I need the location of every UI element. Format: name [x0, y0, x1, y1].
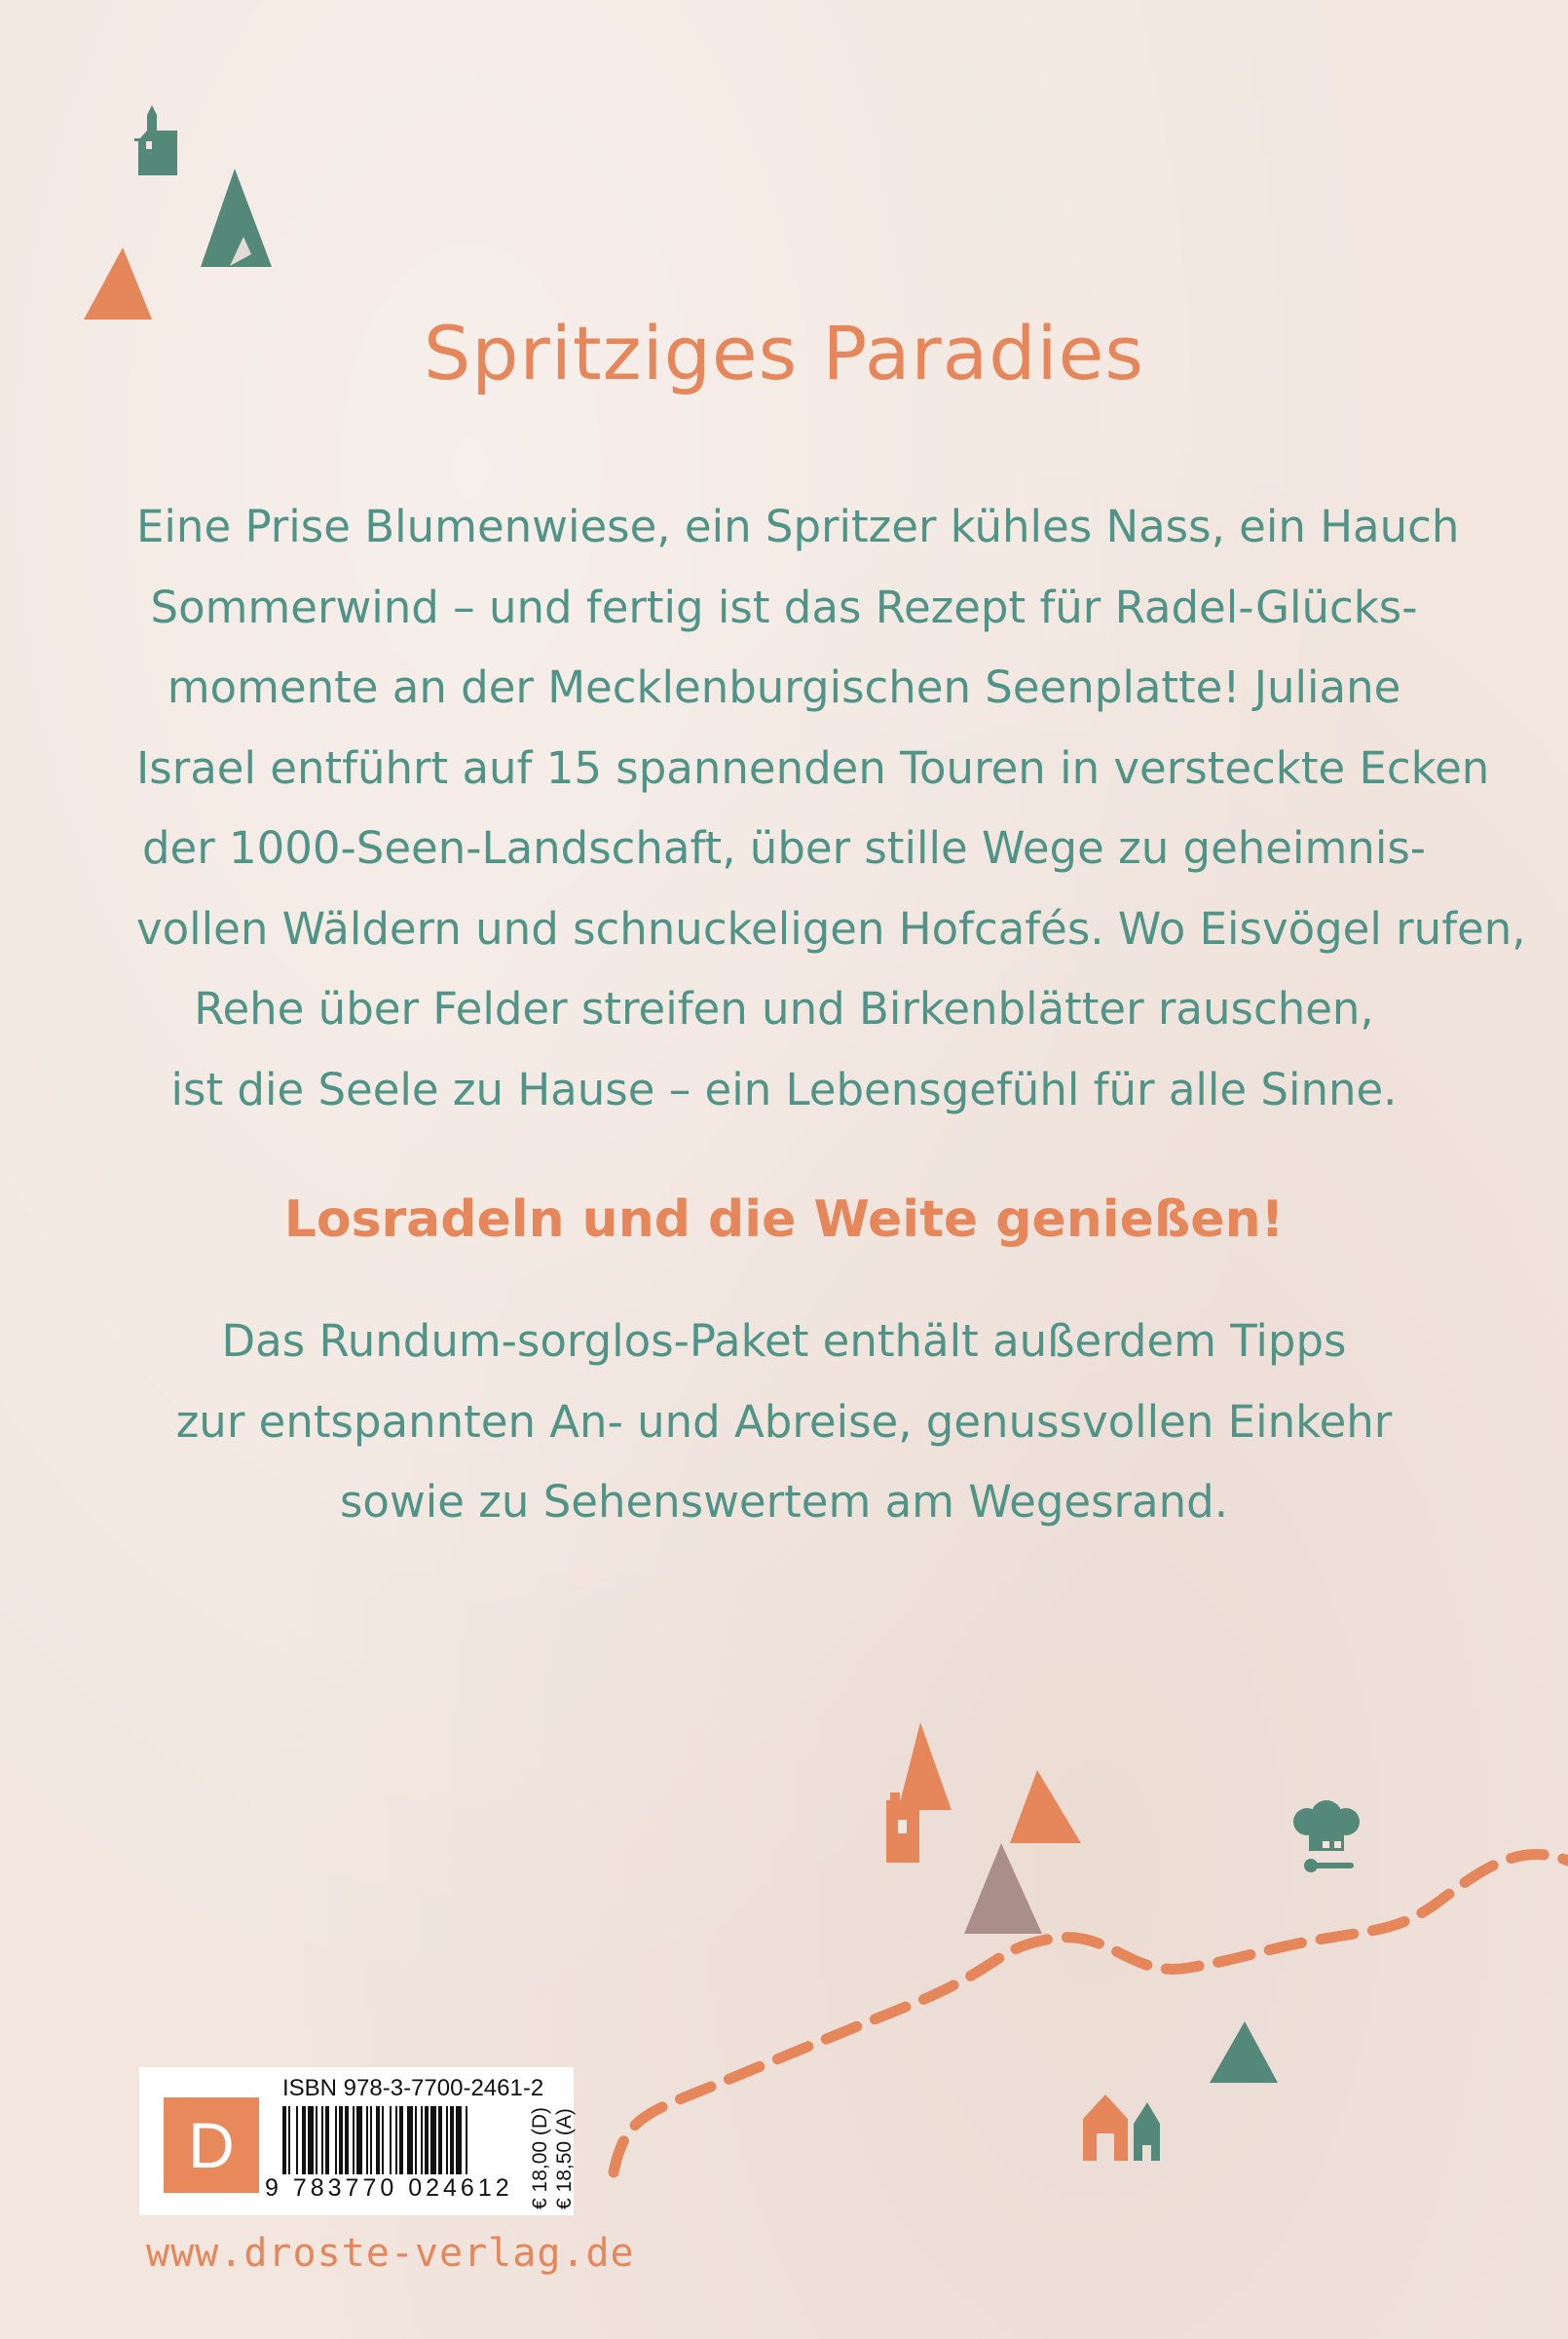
route-map-illustration — [584, 1695, 1568, 2182]
intro-line: Sommerwind – und fertig ist das Rezept für Radel-Glücks- — [150, 581, 1418, 633]
ean-digits: 9 783770 024612 — [265, 2174, 513, 2202]
outro-line: Das Rundum-sorglos-Paket enthält außerdem Tipps — [221, 1315, 1347, 1367]
publisher-website: www.droste-verlag.de — [146, 2231, 635, 2276]
house-icon — [1083, 2094, 1160, 2161]
triangle-tree-icon — [964, 1843, 1042, 1934]
price-at: € 18,50 (A) — [553, 2108, 576, 2209]
subtitle: Losradeln und die Weite genießen! — [283, 1190, 1285, 1249]
intro-line: vollen Wäldern und schnuckeligen Hofcafés. Wo Eisvögel rufen, — [136, 902, 1526, 955]
castle-tower-icon — [886, 1792, 919, 1863]
intro-line: Israel entführt auf 15 spannenden Touren in versteckte Ecken — [136, 741, 1490, 794]
chef-hat-icon — [1293, 1800, 1360, 1872]
isbn-label: ISBN 978-3-7700-2461-2 — [282, 2075, 544, 2101]
triangle-tree-icon — [84, 247, 152, 320]
triangle-tree-icon — [1010, 1770, 1081, 1843]
price-de: € 18,00 (D) — [529, 2106, 551, 2209]
intro-line: Rehe über Felder streifen und Birkenblätter rauschen, — [194, 983, 1374, 1035]
intro-line: Eine Prise Blumenwiese, ein Spritzer kühles Nass, ein Hauch — [136, 501, 1460, 552]
triangle-tree-icon — [1210, 2021, 1278, 2083]
intro-line: der 1000-Seen-Landschaft, über stille Wege zu geheimnis- — [141, 822, 1427, 874]
triangle-tree-icon — [898, 1722, 952, 1810]
intro-paragraph — [136, 487, 1526, 1130]
publisher-logo: D — [164, 2097, 259, 2193]
page-title: Spritziges Paradies — [424, 310, 1144, 396]
outro-line: sowie zu Sehenswertem am Wegesrand. — [339, 1476, 1229, 1528]
intro-line: momente an der Mecklenburgischen Seenplatte! Juliane — [167, 661, 1401, 713]
outro-paragraph — [136, 1302, 1432, 1543]
intro-line: ist die Seele zu Hause – ein Lebensgefühl für alle Sinne. — [170, 1063, 1398, 1115]
fir-tree-icon — [201, 169, 273, 268]
church-icon — [121, 101, 179, 175]
barcode-icon — [282, 2106, 516, 2174]
outro-line: zur entspannten An- und Abreise, genussvollen Einkehr — [175, 1395, 1393, 1448]
